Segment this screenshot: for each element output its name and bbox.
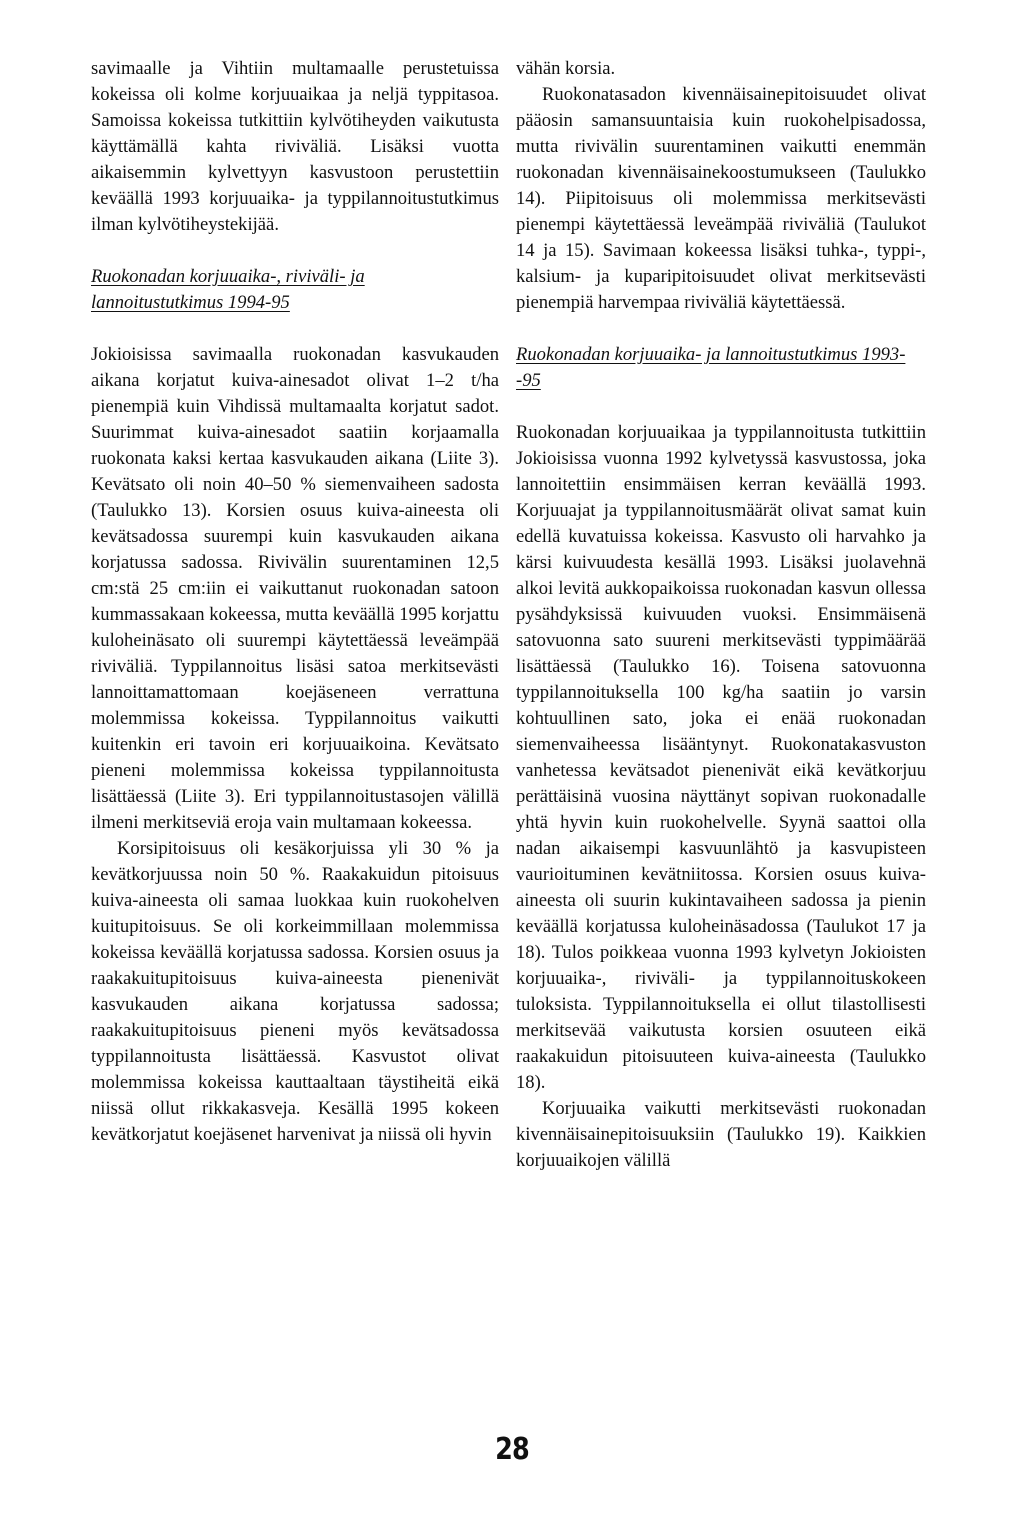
right-paragraph-4: Korjuuaika vaikutti merkitsevästi ruokonadan kivennäisainepitoisuuksiin (Taulukko 19). Kaikkien korjuuaikojen välillä <box>516 1098 926 1171</box>
right-paragraph-3: Ruokonadan korjuuaikaa ja typpilannoitusta tutkittiin Jokioisissa vuonna 1992 kylvetyssä kasvustossa, joka lannoitettiin ensimmäisen kerran keväällä 1993. Korjuuajat ja typpilannoitusmäärät olivat samat kuin edellä kuvatuissa kokeissa. Kasvusto oli harvahko ja kärsi kuivuudesta kesällä 1993. Lisäksi juolavehnä alkoi levitä aukkopaikoissa ruokonadan kasvun ollessa pysähdyksissä kuivuuden vuoksi. Ensimmäisenä satovuonna sato suureni merkitsevästi typpimäärää lisättäessä (Taulukko 16). Toisena satovuonna typpilannoituksella 100 kg/ha saatiin jo varsin kohtuullinen sato, joka ei enää ruokonadan siemenvaiheessa lisääntynyt. Ruokonatakasvuston vanhetessa kevätsadot pienenivät eikä kevätkorjuu perättäisinä vuosina näyttänyt sopivan ruokonadalle yhtä hyvin kuin ruokohelvelle. Syynä saattoi olla nadan aikaisempi kasvuunlähtö ja kasvupisteen vaurioituminen kevätniitossa. Korsien osuus kuiva-aineesta oli suurin kukintavaiheen sadossa ja pienin keväällä korjatussa kuloheinäsadossa (Taulukot 17 ja 18). Tulos poikkeaa vuonna 1993 kylvetyn Jokioisten korjuuaika-, riviväli- ja typpilannoituskokeen tuloksista. Typpilannoituksella ei ollut tilastollisesti merkitsevää vaikutusta korsien osuuteen eikä raakakuidun pitoisuuteen kuiva-aineesta (Taulukko 18). <box>516 422 926 1093</box>
left-section-heading: Ruokonadan korjuuaika-, riviväli- ja lannoitustutkimus 1994-95 <box>91 266 365 313</box>
right-column <box>516 56 926 1174</box>
page-number: 28 <box>495 1432 529 1467</box>
right-paragraph-2: Ruokonatasadon kivennäisainepitoisuudet olivat pääosin samansuuntaisia kuin ruokohelpisadossa, mutta rivivälin suurentaminen vaikutti enemmän ruokonadan kivennäisainekoostumukseen (Taulukko 14). Piipitoisuus oli molemmissa merkitsevästi pienempi käytettäessä leveämpää riviväliä (Taulukot 14 ja 15). Savimaan kokeessa lisäksi tuhka-, typpi-, kalsium- ja kuparipitoisuudet olivat merkitsevästi pienempiä harvempaa riviväliä käytettäessä. <box>516 84 926 313</box>
left-paragraph-3: Korsipitoisuus oli kesäkorjuissa yli 30 % ja kevätkorjuussa noin 50 %. Raakakuidun pitoisuus kuiva-aineesta oli samaa luokkaa kuin ruokohelven kuitupitoisuus. Se oli korkeimmillaan molemmissa kokeissa keväällä korjatussa sadossa. Korsien osuus ja raakakuitupitoisuus kuiva-aineesta pienenivät kasvukauden aikana korjatussa sadossa; raakakuitupitoisuus pieneni myös kevätsadossa typpilannoitusta lisättäessä. Kasvustot olivat molemmissa kokeissa kauttaaltaan täystiheitä eikä niissä ollut rikkakasveja. Kesällä 1995 kokeen kevätkorjatut koejäsenet harvenivat ja niissä oli hyvin <box>91 838 499 1145</box>
left-column <box>91 56 499 1148</box>
right-paragraph-1: vähän korsia. <box>516 58 616 79</box>
right-section-heading: Ruokonadan korjuuaika- ja lannoitustutkimus 1993--95 <box>516 344 906 391</box>
left-paragraph-2: Jokioisissa savimaalla ruokonadan kasvukauden aikana korjatut kuiva-ainesadot olivat 1–2 t/ha pienempiä kuin Vihdissä multamaalta korjatut sadot. Suurimmat kuiva-ainesadot saatiin korjaamalla ruokonata kaksi kertaa kasvukauden aikana (Liite 3). Kevätsato oli noin 40–50 % siemenvaiheen sadosta (Taulukko 13). Korsien osuus kuiva-aineesta oli kevätsadossa suurempi kuin kasvukauden aikana korjatussa sadossa. Rivivälin suurentaminen 12,5 cm:stä 25 cm:iin ei vaikuttanut ruokonadan satoon kummassakaan kokeessa, mutta keväällä 1995 korjattu kuloheinäsato oli suurempi käytettäessä leveämpää riviväliä. Typpilannoitus lisäsi satoa merkitsevästi lannoittamattomaan koejäseneen verrattuna molemmissa kokeissa. Typpilannoitus vaikutti kuitenkin eri tavoin eri korjuuaikoina. Kevätsato pieneni molemmissa kokeissa typpilannoitusta lisättäessä (Liite 3). Eri typpilannoitustasojen välillä ilmeni merkitseviä eroja vain multamaan kokeessa. <box>91 344 499 833</box>
left-paragraph-1: savimaalle ja Vihtiin multamaalle perustetuissa kokeissa oli kolme korjuuaikaa ja neljä typpitasoa. Samoissa kokeissa tutkittiin kylvötiheyden vaikutusta käyttämällä kahta riviväliä. Lisäksi vuotta aikaisemmin kylvettyyn kasvustoon perustettiin keväällä 1993 korjuuaika- ja typpilannoitustutkimus ilman kylvötiheystekijää. <box>91 58 499 235</box>
